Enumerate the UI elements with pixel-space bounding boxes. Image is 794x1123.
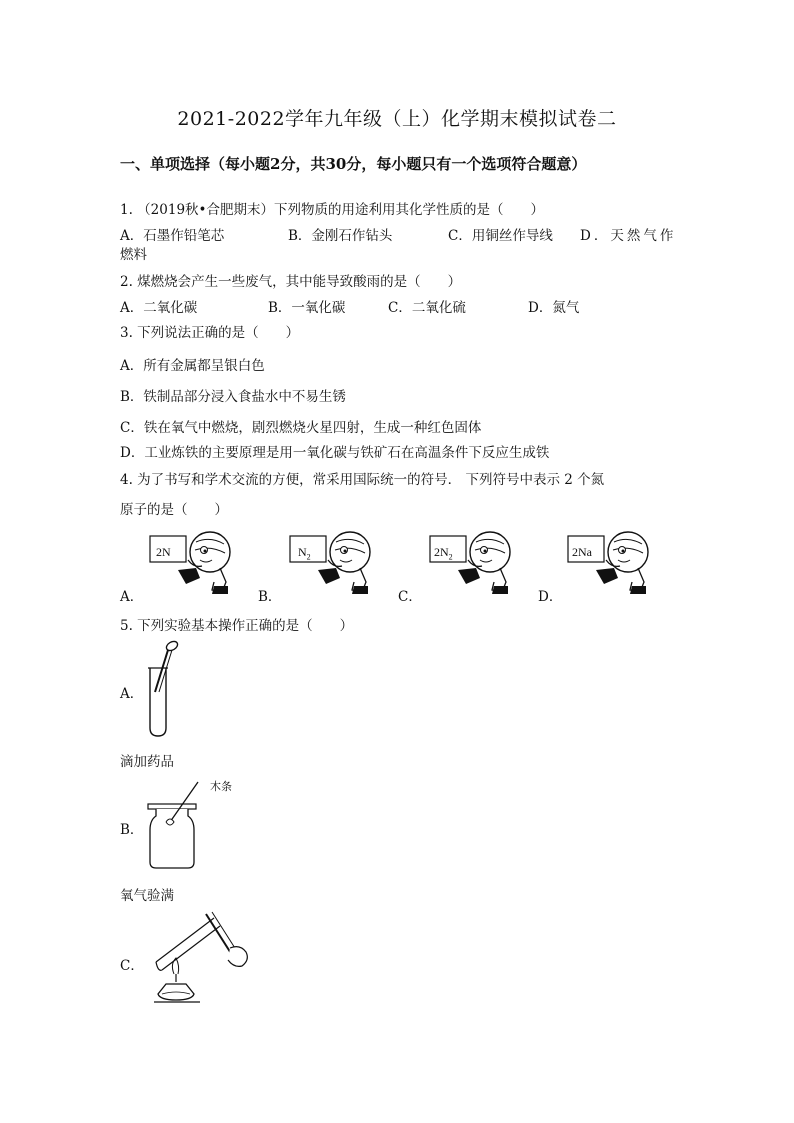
question-3-option-c: C．铁在氧气中燃烧，剧烈燃烧火星四射，生成一种红色固体	[120, 420, 482, 436]
question-1-option-d-wrap: 燃料	[120, 247, 147, 263]
question-4-sign-c	[434, 545, 453, 561]
question-5-stem: 5. 下列实验基本操作正确的是（ ）	[120, 618, 354, 634]
question-5-label-wood: 木条	[210, 780, 232, 793]
cartoon-figure-icon	[430, 532, 510, 594]
question-2-option-b: B．一氧化碳	[268, 300, 346, 316]
question-5-caption-b: 氧气验满	[120, 888, 174, 904]
question-1-option-a: A．石墨作铅笔芯	[120, 228, 225, 244]
cartoon-figure-icon	[568, 532, 648, 594]
question-4-figure-a	[148, 530, 248, 596]
question-4-sign-b	[298, 545, 311, 561]
cartoon-figure-icon	[150, 532, 230, 594]
question-1-option-c: C．用铜丝作导线	[448, 228, 553, 244]
question-2-option-a: A．二氧化碳	[120, 300, 198, 316]
question-4-stem-cont: 原子的是（ ）	[120, 502, 228, 518]
question-5-option-c: C．	[120, 958, 144, 974]
question-2-stem: 2. 煤燃烧会产生一些废气，其中能导致酸雨的是（ ）	[120, 274, 462, 290]
sign-c-symbol: 2N	[434, 545, 449, 559]
question-1-option-d: D．天然气作	[580, 228, 677, 244]
question-4-option-d: D．	[538, 589, 563, 605]
question-3-option-b: B．铁制品部分浸入食盐水中不易生锈	[120, 389, 346, 405]
sign-c-subscript: 2	[448, 552, 453, 562]
sign-b-symbol: N	[298, 545, 307, 559]
question-4-option-a: A．	[120, 589, 144, 605]
question-3-option-a: A．所有金属都呈银白色	[120, 358, 265, 374]
question-5-option-a: A．	[120, 686, 144, 702]
question-4-sign-d: 2Na	[572, 545, 592, 559]
question-4-option-b: B．	[258, 589, 282, 605]
heating-test-tube-illustration	[146, 908, 262, 1008]
question-2-option-d: D．氮气	[528, 300, 580, 316]
section-heading: 一、单项选择（每小题2分，共30分，每小题只有一个选项符合题意）	[120, 155, 587, 173]
question-1-stem: 1. （2019秋•合肥期末）下列物质的用途利用其化学性质的是（ ）	[120, 202, 544, 218]
question-3-stem: 3. 下列说法正确的是（ ）	[120, 325, 300, 341]
question-4-sign-a: 2N	[156, 545, 171, 559]
question-4-figure-b	[288, 530, 388, 596]
question-4-figure-d	[566, 530, 666, 596]
question-2-option-c: C．二氧化硫	[388, 300, 466, 316]
question-3-option-d: D．工业炼铁的主要原理是用一氧化碳与铁矿石在高温条件下反应生成铁	[120, 445, 550, 461]
sign-b-subscript: 2	[306, 552, 311, 562]
page-title: 2021-2022学年九年级（上）化学期末模拟试卷二	[177, 108, 617, 130]
dropper-test-tube-illustration	[138, 638, 198, 738]
question-5-option-b: B．	[120, 822, 144, 838]
question-4-option-c: C．	[398, 589, 422, 605]
cartoon-figure-icon	[290, 532, 370, 594]
question-4-stem: 4. 为了书写和学术交流的方便，常采用国际统一的符号． 下列符号中表示 2 个氮	[120, 472, 605, 488]
question-1-option-b: B．金刚石作钻头	[288, 228, 393, 244]
oxygen-jar-illustration	[140, 776, 250, 876]
question-4-figure-c	[428, 530, 528, 596]
question-5-caption-a: 滴加药品	[120, 754, 174, 770]
